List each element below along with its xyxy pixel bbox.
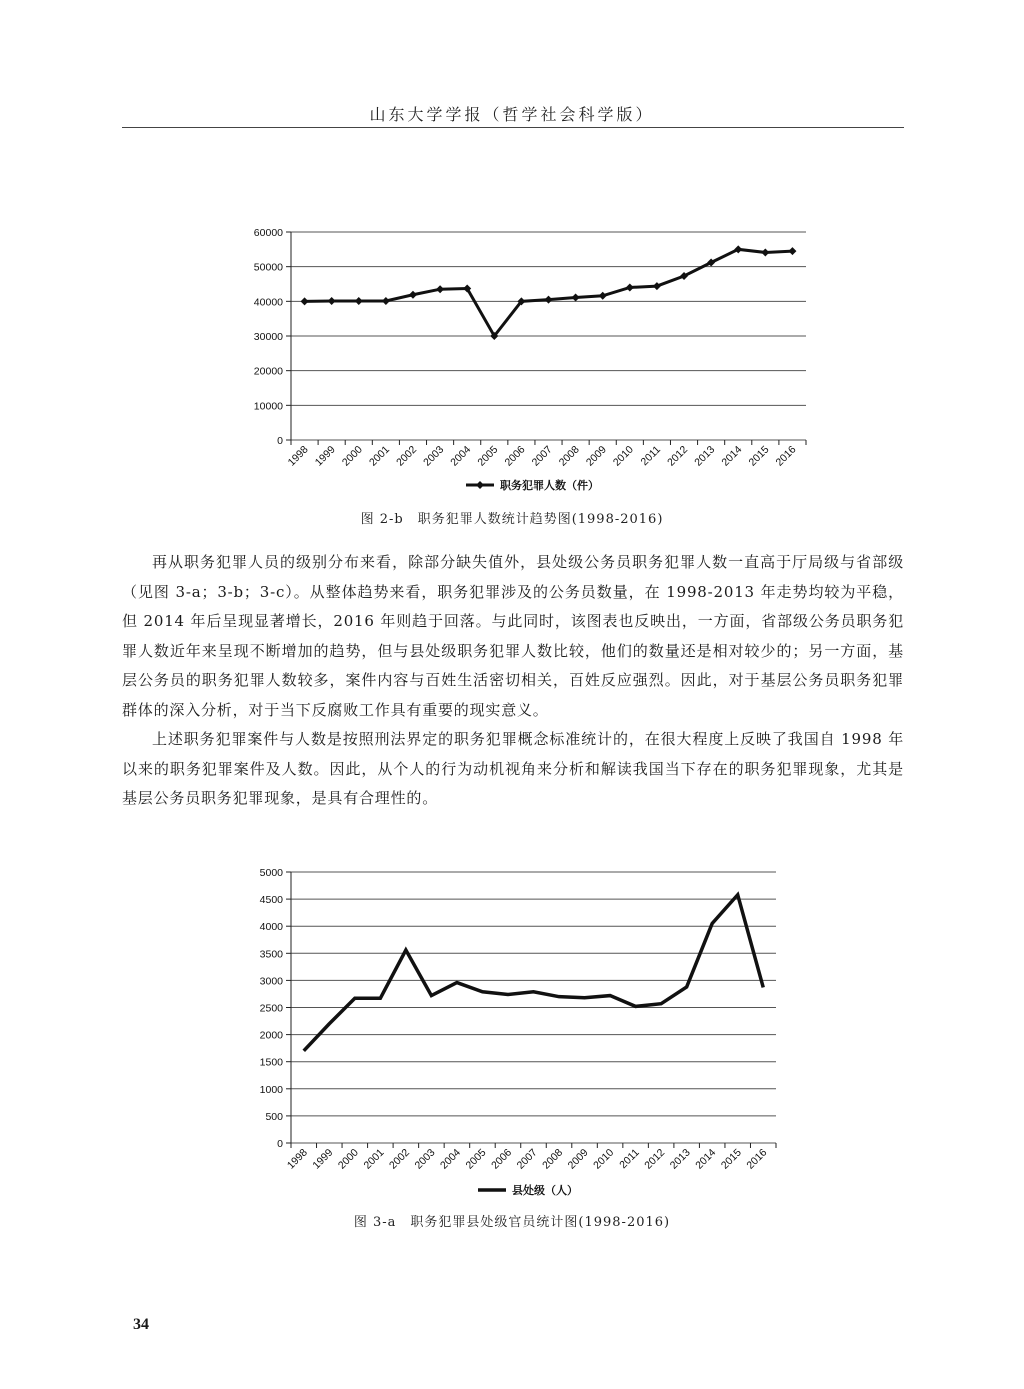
data-point [409, 291, 417, 299]
data-point [545, 296, 553, 304]
y-tick-label: 2500 [259, 1002, 283, 1015]
data-point [436, 285, 444, 293]
x-tick-label: 2014 [719, 443, 745, 469]
legend-label: 县处级（人） [512, 1184, 578, 1197]
x-tick-label: 2011 [638, 443, 664, 469]
paragraph-2: 上述职务犯罪案件与人数是按照刑法界定的职务犯罪概念标准统计的，在很大程度上反映了我国自 1998 年以来的职务犯罪案件及人数。因此，从个人的行为动机视角来分析和解读我国当下存在的职务犯罪现象，尤其是基层公务员职务犯罪现象，是具有合理性的。 [122, 730, 904, 807]
x-tick-label: 2013 [692, 443, 718, 469]
y-tick-label: 40000 [253, 296, 283, 309]
x-tick-label: 2001 [366, 443, 392, 469]
x-tick-label: 2010 [591, 1146, 617, 1172]
paragraph-1: 再从职务犯罪人员的级别分布来看，除部分缺失值外，县处级公务员职务犯罪人数一直高于厅局级与省部级（见图 3-a；3-b；3-c）。从整体趋势来看，职务犯罪涉及的公务员数量，在 1998-2013 年走势均较为平稳，但 2014 年后呈现显著增长，2016 年则趋于回落。与此同时，该图表也反映出，一方面，省部级公务员职务犯罪人数近年来呈现不断增加的趋势，但与县处级职务犯罪人数比较，他们的数量还是相对较少的；另一方面，基层公务员的职务犯罪人数较多，案件内容与百姓生活密切相关，百姓反应强烈。因此，对于基层公务员职务犯罪群体的深入分析，对于当下反腐败工作具有重要的现实意义。 [122, 553, 904, 719]
figure-2b [0, 215, 1024, 505]
x-tick-label: 2008 [540, 1146, 566, 1172]
y-tick-label: 50000 [253, 261, 283, 274]
y-tick-label: 0 [277, 435, 283, 447]
x-tick-label: 2016 [744, 1146, 770, 1172]
chart-3a [0, 858, 1024, 1203]
x-tick-label: 2012 [642, 1146, 668, 1172]
body-text [122, 548, 904, 814]
y-tick-label: 60000 [253, 227, 283, 239]
x-tick-label: 2015 [718, 1146, 744, 1172]
x-tick-label: 2003 [412, 1146, 438, 1172]
data-point [626, 283, 634, 291]
x-tick-label: 2002 [386, 1146, 412, 1172]
y-tick-label: 0 [277, 1138, 283, 1150]
running-head: 山东大学学报（哲学社会科学版） [369, 105, 655, 124]
y-tick-label: 3000 [259, 975, 283, 988]
series-line [304, 895, 763, 1051]
x-tick-label: 2008 [556, 443, 582, 469]
legend-marker [476, 481, 484, 489]
chart-2b [0, 215, 1024, 505]
x-tick-label: 2006 [489, 1146, 515, 1172]
data-point [382, 297, 390, 305]
x-tick-label: 2007 [514, 1146, 540, 1172]
y-tick-label: 1500 [259, 1056, 283, 1069]
data-point [301, 297, 309, 305]
x-tick-label: 2010 [610, 443, 636, 469]
x-tick-label: 2012 [665, 443, 691, 469]
x-tick-label: 2015 [746, 443, 772, 469]
x-tick-label: 1999 [310, 1146, 336, 1172]
y-tick-label: 5000 [259, 867, 283, 879]
figure-2b-caption: 图 2-b 职务犯罪人数统计趋势图(1998-2016) [360, 512, 664, 527]
x-tick-label: 2003 [421, 443, 447, 469]
x-tick-label: 2004 [438, 1146, 464, 1172]
x-tick-label: 2005 [463, 1146, 489, 1172]
x-tick-label: 2002 [394, 443, 420, 469]
header-divider [122, 127, 904, 128]
x-tick-label: 2016 [773, 443, 799, 469]
x-tick-label: 2001 [361, 1146, 387, 1172]
x-tick-label: 2009 [583, 443, 609, 469]
x-tick-label: 1998 [285, 443, 311, 469]
x-tick-label: 2005 [475, 443, 501, 469]
x-tick-label: 1998 [284, 1146, 310, 1172]
x-tick-label: 1999 [312, 443, 338, 469]
x-tick-label: 2007 [529, 443, 555, 469]
data-point [599, 292, 607, 300]
y-tick-label: 30000 [253, 331, 283, 343]
data-point [653, 282, 661, 290]
x-tick-label: 2011 [617, 1146, 642, 1172]
data-point [761, 248, 769, 256]
figure-3a [0, 858, 1024, 1203]
x-tick-label: 2000 [335, 1146, 361, 1172]
x-tick-label: 2013 [667, 1146, 693, 1172]
page-number: 34 [133, 1316, 149, 1333]
y-tick-label: 1000 [259, 1083, 283, 1096]
data-point [328, 297, 336, 305]
y-tick-label: 500 [265, 1110, 283, 1123]
y-tick-label: 2000 [259, 1029, 283, 1042]
data-point [572, 294, 580, 302]
series-line [305, 249, 793, 336]
y-tick-label: 10000 [253, 400, 283, 413]
x-tick-label: 2009 [565, 1146, 591, 1172]
data-point [355, 297, 363, 305]
y-tick-label: 20000 [253, 365, 283, 378]
figure-3a-caption: 图 3-a 职务犯罪县处级官员统计图(1998-2016) [353, 1215, 671, 1230]
x-tick-label: 2006 [502, 443, 528, 469]
y-tick-label: 3500 [259, 948, 283, 961]
x-tick-label: 2004 [448, 443, 474, 469]
y-tick-label: 4500 [259, 894, 283, 907]
legend-label: 职务犯罪人数（件） [500, 479, 599, 492]
y-tick-label: 4000 [259, 921, 283, 934]
data-point [788, 247, 796, 255]
x-tick-label: 2000 [339, 443, 365, 469]
x-tick-label: 2014 [693, 1146, 719, 1172]
